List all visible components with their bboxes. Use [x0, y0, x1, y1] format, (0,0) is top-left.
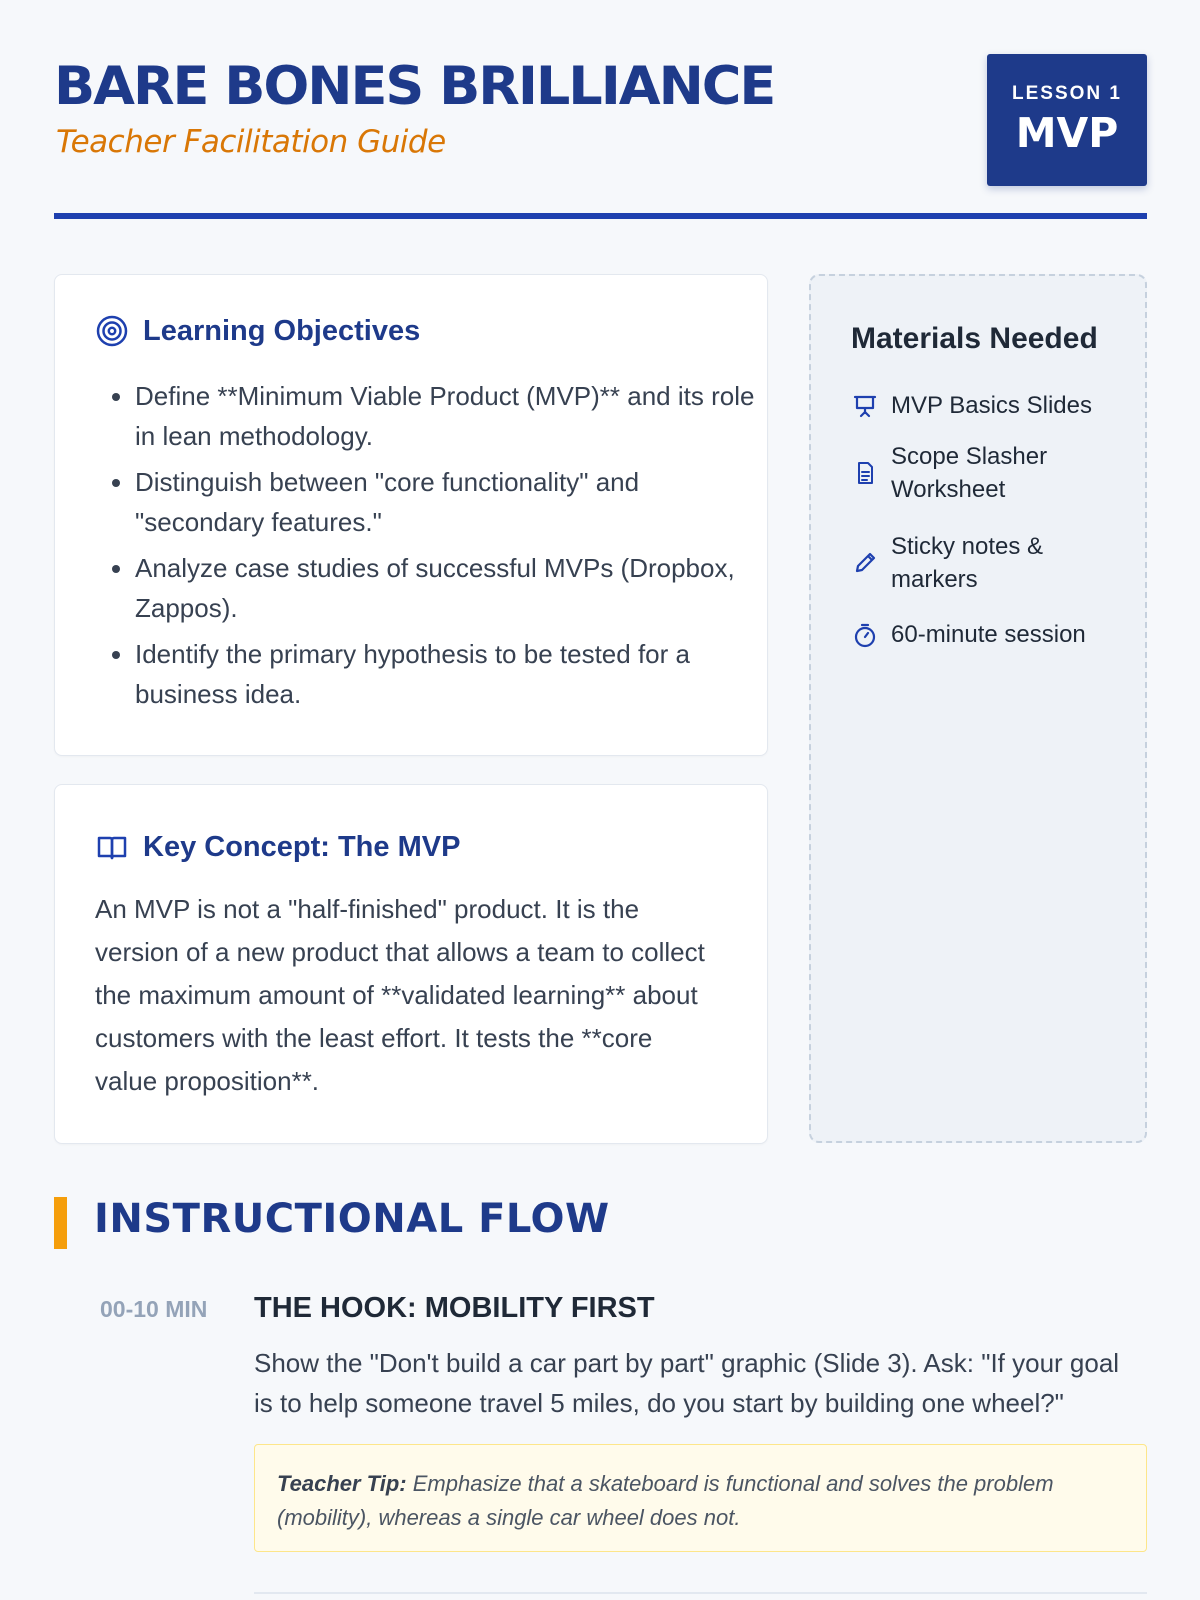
presentation-icon — [851, 392, 879, 420]
target-icon — [95, 314, 129, 348]
objective-item: • Distinguish between "core functionality" and "secondary features." — [135, 462, 775, 542]
page-subtitle: Teacher Facilitation Guide — [56, 124, 446, 160]
learning-objectives-heading — [95, 314, 420, 348]
page-header — [54, 0, 1147, 220]
step-divider — [254, 1592, 1147, 1594]
key-concept-title: Key Concept: The MVP — [143, 830, 461, 863]
learning-objectives-title: Learning Objectives — [143, 314, 421, 347]
step-time: 00-10 MIN — [100, 1296, 208, 1322]
lesson-number: LESSON 1 — [1012, 83, 1122, 104]
material-label: 60-minute session — [891, 621, 1086, 648]
objective-item: • Define **Minimum Viable Product (MVP)** and its role in lean methodology. — [135, 376, 775, 456]
material-item — [851, 389, 1092, 422]
teacher-tip — [254, 1444, 1147, 1552]
lesson-code: MVP — [1015, 109, 1119, 157]
section-title: INSTRUCTIONAL FLOW — [94, 1196, 610, 1242]
material-item — [851, 440, 1061, 506]
material-label: MVP Basics Slides — [891, 392, 1092, 419]
objectives-list — [95, 376, 775, 720]
page-title: BARE BONES BRILLIANCE — [54, 56, 775, 117]
lesson-guide-page — [54, 0, 1147, 1530]
key-concept-text: An MVP is not a "half-finished" product. It is the version of a new product that allows a team to collect the maximum amount of **validated learning** about customers with the least effort. It tests the **core value proposition**. — [95, 894, 705, 1096]
step-description: Show the "Don't build a car part by part" graphic (Slide 3). Ask: "If your goal is to help someone travel 5 miles, do you start by building one wheel?" — [254, 1348, 1120, 1418]
material-label: Scope Slasher Worksheet — [891, 443, 1048, 503]
lesson-badge — [987, 54, 1147, 186]
pencil-icon — [851, 549, 879, 577]
header-divider — [54, 213, 1147, 219]
section-accent-bar — [54, 1197, 67, 1249]
key-concept-heading — [95, 830, 460, 864]
timer-icon — [851, 621, 879, 649]
objective-item: • Analyze case studies of successful MVPs (Dropbox, Zappos). — [135, 548, 775, 628]
material-item — [851, 530, 1081, 596]
open-book-icon — [95, 830, 129, 864]
tip-label: Teacher Tip: — [277, 1471, 407, 1496]
objective-item: • Identify the primary hypothesis to be tested for a business idea. — [135, 634, 775, 714]
step-heading: THE HOOK: MOBILITY FIRST — [254, 1292, 655, 1324]
material-label: Sticky notes & markers — [891, 533, 1044, 593]
tip-text: Emphasize that a skateboard is functional and solves the problem (mobility), whereas a single car wheel does not. — [277, 1471, 1054, 1530]
material-item — [851, 618, 1086, 651]
materials-title: Materials Needed — [851, 322, 1098, 355]
document-icon — [851, 459, 879, 487]
